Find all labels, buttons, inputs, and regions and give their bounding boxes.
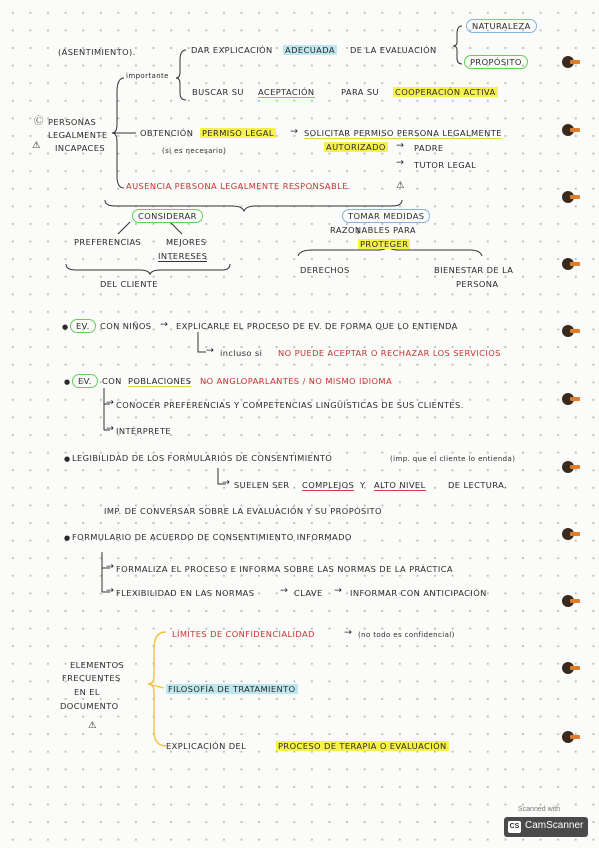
conocer-text: CONOCER PREFERENCIAS Y COMPETENCIAS LINGÜÍSTICAS DE SUS CLIENTES. <box>116 400 464 410</box>
proteger-text: PROTEGER <box>360 239 409 249</box>
naturaleza-wrap <box>466 21 537 32</box>
complejos-text: COMPLEJOS <box>302 480 355 490</box>
tutor-legal-text: TUTOR LEGAL <box>414 160 477 170</box>
de-la-evaluacion-text: DE LA EVALUACIÓN <box>350 45 437 55</box>
en-el-label: EN EL <box>74 687 100 697</box>
camscanner-logo <box>504 817 588 837</box>
proceso-terapia-text: PROCESO DE TERAPIA O EVALUACIÓN <box>278 741 447 751</box>
explicacion-del-text: EXPLICACIÓN DEL <box>166 741 247 751</box>
suelen-ser-text: SUELEN SER <box>234 480 290 490</box>
aceptacion-wrap <box>258 87 315 98</box>
padre-text: PADRE <box>414 143 444 153</box>
permiso-legal-wrap <box>200 128 276 139</box>
para-su-text: PARA SU <box>341 87 380 97</box>
permiso-legal-text: PERMISO LEGAL <box>202 128 274 138</box>
formulario-text: FORMULARIO DE ACUERDO DE CONSENTIMIENTO INFORMADO <box>72 532 352 542</box>
camscanner-badge-icon: CS <box>508 821 521 833</box>
intereses-wrap <box>158 251 207 262</box>
arrow-icon-7: → <box>106 423 115 434</box>
documento-label: DOCUMENTO <box>60 701 119 711</box>
arrow-icon-6: → <box>106 397 115 408</box>
considerar-wrap <box>132 211 203 222</box>
tomar-medidas-text: TOMAR MEDIDAS <box>342 209 430 223</box>
alto-nivel-text: ALTO NIVEL <box>374 480 426 490</box>
poblaciones-text: POBLACIONES <box>128 376 192 386</box>
dar-explicacion-text: DAR EXPLICACIÓN <box>191 45 273 55</box>
info-icon: Ⓒ <box>34 116 44 127</box>
legibilidad-text: LEGIBILIDAD DE LOS FORMULARIOS DE CONSENTIMIENTO <box>72 453 333 463</box>
scanned-with-caption: Scanned with <box>518 806 561 813</box>
tomar-medidas-wrap <box>342 211 430 222</box>
aceptacion-text: ACEPTACIÓN <box>258 87 315 97</box>
warning-icon-2: ⚠ <box>396 180 405 191</box>
proposito-wrap <box>464 57 528 68</box>
asentimiento-label: (ASENTIMIENTO). <box>58 47 136 57</box>
limites-text: LÍMITES DE CONFIDENCIALIDAD <box>172 629 315 639</box>
no-todo-note: (no todo es confidencial) <box>358 631 455 639</box>
con-text: CON <box>102 376 122 386</box>
bienestar-text: BIENESTAR DE LA <box>434 265 514 275</box>
no-puede-text: NO PUEDE ACEPTAR O RECHAZAR LOS SERVICIOS <box>278 348 501 358</box>
adecuada-text: ADECUADA <box>285 45 335 55</box>
solicitar-wrap <box>304 128 502 139</box>
arrow-icon-11: → <box>280 585 289 596</box>
explicarle-text: EXPLICARLE EL PROCESO DE EV. DE FORMA QUE LO ENTIENDA <box>176 321 458 331</box>
autorizado-wrap <box>324 142 388 153</box>
considerar-text: CONSIDERAR <box>132 209 203 223</box>
solicitar-text: SOLICITAR PERMISO PERSONA LEGALMENTE <box>304 128 502 138</box>
warning-icon-1: ⚠ <box>32 140 41 151</box>
cooperacion-text: COOPERACIÓN ACTIVA <box>395 87 496 97</box>
adecuada-wrap <box>283 45 337 56</box>
arrow-icon-2: → <box>396 140 405 151</box>
ev-label-1: EV. <box>70 319 96 333</box>
incluso-si-text: incluso si <box>220 348 263 358</box>
camscanner-brand: CamScanner <box>525 820 584 831</box>
mejores-text: MEJORES <box>166 237 207 247</box>
arrow-icon-1: → <box>290 126 299 137</box>
del-cliente-text: DEL CLIENTE <box>100 279 158 289</box>
legalmente-label: LEGALMENTE <box>48 130 108 140</box>
informar-text: INFORMAR CON ANTICIPACIÓN <box>350 588 487 598</box>
bullet-icon-2: ● <box>64 378 71 386</box>
incapaces-label: INCAPACES <box>55 143 106 153</box>
proposito-text: PROPÓSITO <box>464 55 528 69</box>
autorizado-text: AUTORIZADO <box>326 142 386 152</box>
arrow-icon-8: → <box>222 477 231 488</box>
intereses-text: INTERESES <box>158 251 208 261</box>
personas-label: PERSONAS <box>48 117 97 127</box>
proceso-terapia-wrap <box>276 741 449 752</box>
bullet-icon-4: ● <box>64 534 71 542</box>
imp-conversar-text: IMP. DE CONVERSAR SOBRE LA EVALUACIÓN Y SU PROPÓSITO <box>104 506 382 516</box>
arrow-icon-9: → <box>106 561 115 572</box>
no-anglo-text: NO ANGLOPARLANTES / NO MISMO IDIOMA <box>200 376 393 386</box>
formaliza-text: FORMALIZA EL PROCESO E INFORMA SOBRE LAS NORMAS DE LA PRÁCTICA <box>116 564 454 574</box>
filosofia-wrap <box>166 684 298 695</box>
arrow-icon-10: → <box>106 585 115 596</box>
ev-label-2: EV. <box>72 374 98 388</box>
interprete-text: INTÉRPRETE <box>116 426 172 436</box>
persona-text: PERSONA <box>456 279 499 289</box>
naturaleza-text: NATURALEZA <box>466 19 537 33</box>
si-es-necesario-note: (si es necesario) <box>162 147 227 155</box>
frecuentes-label: FRECUENTES <box>62 673 121 683</box>
clave-text: CLAVE <box>294 588 323 598</box>
arrow-icon-13: → <box>344 627 353 638</box>
cooperacion-wrap <box>393 87 498 98</box>
arrow-icon-4: → <box>160 319 169 330</box>
filosofia-text: FILOSOFÍA DE TRATAMIENTO <box>168 684 296 694</box>
derechos-text: DERECHOS <box>300 265 350 275</box>
ausencia-text: AUSENCIA PERSONA LEGALMENTE RESPONSABLE. <box>126 181 351 191</box>
obtencion-text: OBTENCIÓN <box>140 128 194 138</box>
proteger-wrap <box>358 239 410 250</box>
imp-que-note: (imp. que el cliente lo entienda) <box>390 455 516 463</box>
bullet-icon-3: ● <box>64 455 71 463</box>
ev-pob-wrap <box>72 376 98 387</box>
arrow-icon-12: → <box>334 585 343 596</box>
alto-nivel-wrap <box>374 480 426 491</box>
arrow-icon-5: → <box>206 345 215 356</box>
ev-ninos-wrap <box>70 321 96 332</box>
poblaciones-wrap <box>128 376 191 387</box>
preferencias-text: PREFERENCIAS <box>74 237 142 247</box>
complejos-wrap <box>302 480 354 491</box>
razonables-text: RAZONABLES PARA <box>330 225 416 235</box>
elementos-label: ELEMENTOS <box>70 660 125 670</box>
camscanner-watermark <box>504 806 588 838</box>
flexibilidad-text: FLEXIBILIDAD EN LAS NORMAS <box>116 588 255 598</box>
warning-icon-3: ⚠ <box>88 720 97 731</box>
importante-label: importante <box>126 72 169 80</box>
y-text: Y <box>360 480 366 490</box>
bullet-icon-1: ● <box>62 323 69 331</box>
buscar-text: BUSCAR SU <box>192 87 244 97</box>
de-lectura-text: DE LECTURA. <box>448 480 508 490</box>
arrow-icon-3: → <box>396 157 405 168</box>
con-ninos-text: CON NIÑOS <box>100 321 152 331</box>
